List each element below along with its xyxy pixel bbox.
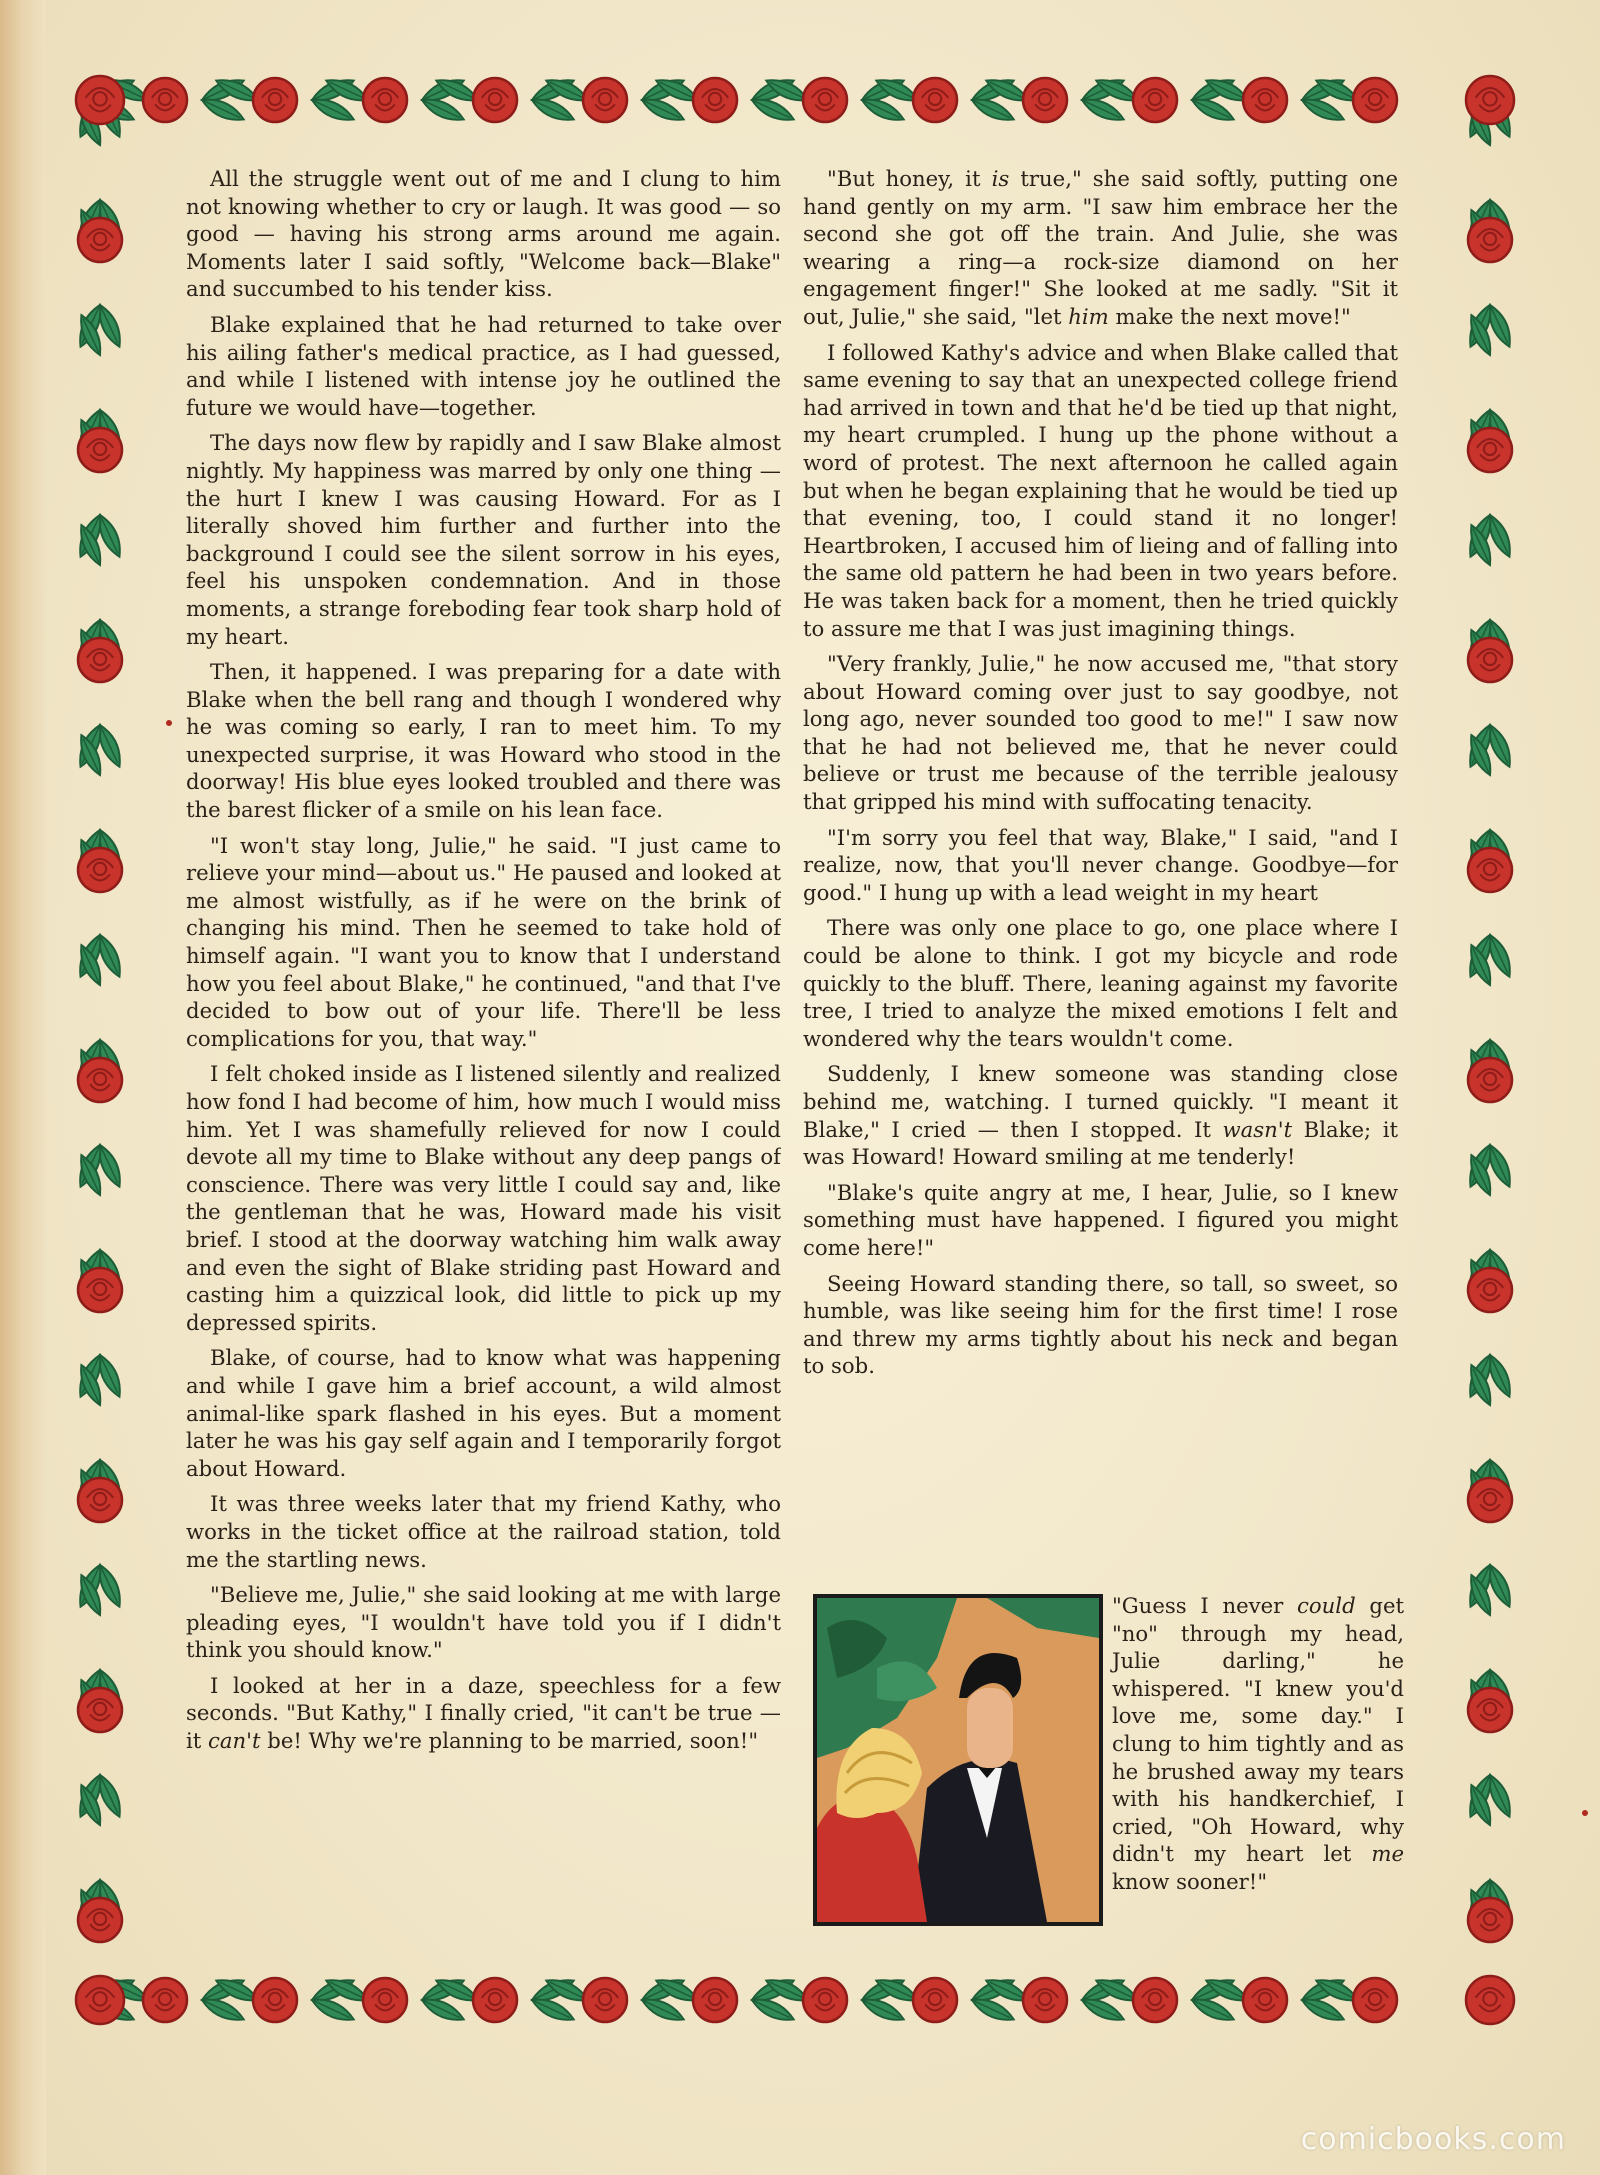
rose-ornament: [1466, 1976, 1514, 2024]
rose-ornament: [1243, 1978, 1287, 2022]
rose-ornament: [78, 428, 122, 472]
paragraph: "I won't stay long, Julie," he said. "I just came to relieve your mind—about us." He paused and looked at me almost wistfully, as if he were on the brink of changing his mind. Then he seemed to take hold of himself again. "I want you to know that I understand how you feel about Blake," he continued, "and that I've decided to bow out of your life. There'll be less complications for you, that way.": [186, 832, 781, 1051]
rose-ornament: [583, 1978, 627, 2022]
paragraph: "But honey, it is true," she said softly, putting one hand gently on my arm. "I saw him embrace her the second she got off the train. And Julie, she was wearing a ring—a rock-size diamond on her engagement finger!" She looked at me sadly. "Sit it out, Julie," she said, "let him make the next move!": [803, 166, 1398, 329]
rose-ornament: [363, 1978, 407, 2022]
rose-ornament: [1468, 1688, 1512, 1732]
print-speck: [1582, 1810, 1588, 1816]
paragraph: "Very frankly, Julie," he now accused me, "that story about Howard coming over just to say goodbye, not long ago, never sounded too good to me!" I saw now that he had not believed me, that he never could believe or trust me because of the terrible jealousy that gripped his mind with suffocating tenacity.: [803, 651, 1398, 815]
rose-ornament: [253, 78, 297, 122]
rose-ornament: [143, 78, 187, 122]
rose-ornament: [143, 1978, 187, 2022]
rose-ornament: [76, 1976, 124, 2024]
paragraph: Suddenly, I knew someone was standing close behind me, watching. I turned quickly. "I meant it Blake," I cried — then I stopped. It wasn't Blake; it was Howard! Howard smiling at me tenderly!: [803, 1061, 1398, 1170]
rose-ornament: [1468, 1898, 1512, 1942]
comic-panel-illustration: [813, 1594, 1103, 1926]
rose-ornament: [803, 78, 847, 122]
rose-ornament: [1468, 218, 1512, 262]
paragraph: The days now flew by rapidly and I saw Blake almost nightly. My happiness was marred by only one thing — the hurt I knew I was causing Howard. For as I literally shoved him further and further into the background I could see the silent sorrow in his eyes, feel his unspoken condemnation. And in those moments, a strange foreboding fear took sharp hold of my heart.: [186, 430, 781, 649]
rose-ornament: [583, 78, 627, 122]
rose-ornament: [1468, 428, 1512, 472]
paragraph: There was only one place to go, one place where I could be alone to think. I got my bicycle and rode quickly to the bluff. There, leaning against my favorite tree, I tried to analyze the mixed emotions I felt and wondered why the tears wouldn't come.: [803, 915, 1398, 1051]
rose-ornament: [78, 1268, 122, 1312]
rose-ornament: [1353, 1978, 1397, 2022]
rose-ornament: [1468, 1058, 1512, 1102]
print-speck: [166, 720, 172, 726]
rose-ornament: [1468, 1268, 1512, 1312]
rose-ornament: [1468, 638, 1512, 682]
paragraph: "Believe me, Julie," she said looking at me with large pleading eyes, "I wouldn't have told you if I didn't think you should know.": [186, 1582, 781, 1663]
paragraph: Then, it happened. I was preparing for a date with Blake when the bell rang and though I wondered why he was coming so early, I ran to meet him. To my unexpected surprise, it was Howard who stood in the doorway! His blue eyes looked troubled and there was the barest flicker of a smile on his lean face.: [186, 659, 781, 823]
rose-ornament: [78, 1688, 122, 1732]
paragraph: It was three weeks later that my friend Kathy, who works in the ticket office at the railroad station, told me the startling news.: [186, 1491, 781, 1572]
watermark: comicbooks.com: [1300, 2122, 1566, 2157]
rose-ornament: [803, 1978, 847, 2022]
rose-ornament: [78, 638, 122, 682]
paragraph: "I'm sorry you feel that way, Blake," I said, "and I realize, now, that you'll never change. Goodbye—for good." I hung up with a lead weight in my heart: [803, 824, 1398, 905]
paragraph: I followed Kathy's advice and when Blake called that same evening to say that an unexpected college friend had arrived in town and that he'd be tied up that night, my heart crumpled. I hung up the phone without a word of protest. The next afternoon he called again but when he began explaining that he would be tied up that evening, too, I could stand it no longer! Heartbroken, I accused him of lieing and of falling into the same old pattern he had been in two years before. He was taken back for a moment, then he tried quickly to assure me that I was just imagining things.: [803, 339, 1398, 641]
rose-ornament: [253, 1978, 297, 2022]
panel-caption-text: "Guess I never could get "no" through my head, Julie darling," he whispered. "I knew you'd love me, some day." I clung to him tightly and as he brushed away my tears with his handkerchief, I cried, "Oh Howard, why didn't my heart let me know sooner!": [1112, 1593, 1404, 1894]
rose-ornament: [78, 848, 122, 892]
rose-ornament: [913, 78, 957, 122]
rose-ornament: [1133, 78, 1177, 122]
rose-ornament: [473, 1978, 517, 2022]
paragraph: I felt choked inside as I listened silently and realized how fond I had become of him, how much I would miss him. Yet I was shamefully relieved for now I could devote all my time to Blake without any deep pangs of conscience. There was very little I could say and, like the gentleman that he was, Howard made his visit brief. I stood at the doorway watching him walk away and even the sight of Blake striding past Howard and casting him a quizzical look, did little to pick up my depressed spirits.: [186, 1061, 781, 1335]
paragraph: Blake, of course, had to know what was happening and while I gave him a brief account, a wild almost animal-like spark flashed in his eyes. But a moment later he was his gay self again and I temporarily forgot about Howard.: [186, 1345, 781, 1481]
paragraph: Blake explained that he had returned to take over his ailing father's medical practice, as I had guessed, and while I listened with intense joy he outlined the future we would have—together.: [186, 311, 781, 420]
rose-ornament: [1023, 1978, 1067, 2022]
rose-ornament: [913, 1978, 957, 2022]
rose-ornament: [693, 78, 737, 122]
rose-ornament: [78, 1898, 122, 1942]
paragraph: Seeing Howard standing there, so tall, so sweet, so humble, was like seeing him for the first time! I rose and threw my arms tightly about his neck and began to sob.: [803, 1270, 1398, 1379]
rose-ornament: [1243, 78, 1287, 122]
paragraph: All the struggle went out of me and I clung to him not knowing whether to cry or laugh. It was good — so good — having his strong arms around me again. Moments later I said softly, "Welcome back—Blake" and succumbed to his tender kiss.: [186, 166, 781, 302]
rose-ornament: [1133, 1978, 1177, 2022]
rose-ornament: [1468, 1478, 1512, 1522]
rose-ornament: [78, 1058, 122, 1102]
rose-ornament: [473, 78, 517, 122]
rose-ornament: [76, 76, 124, 124]
paragraph: I looked at her in a daze, speechless for a few seconds. "But Kathy," I finally cried, "it can't be true — it can't be! Why we're planning to be married, soon!": [186, 1672, 781, 1754]
rose-ornament: [1466, 76, 1514, 124]
rose-ornament: [693, 1978, 737, 2022]
rose-ornament: [78, 218, 122, 262]
text-column-left: [186, 165, 781, 1925]
rose-ornament: [1353, 78, 1397, 122]
rose-ornament: [1023, 78, 1067, 122]
paragraph: "Blake's quite angry at me, I hear, Julie, so I knew something must have happened. I figured you might come here!": [803, 1179, 1398, 1260]
rose-ornament: [363, 78, 407, 122]
rose-ornament: [78, 1478, 122, 1522]
rose-ornament: [1468, 848, 1512, 892]
